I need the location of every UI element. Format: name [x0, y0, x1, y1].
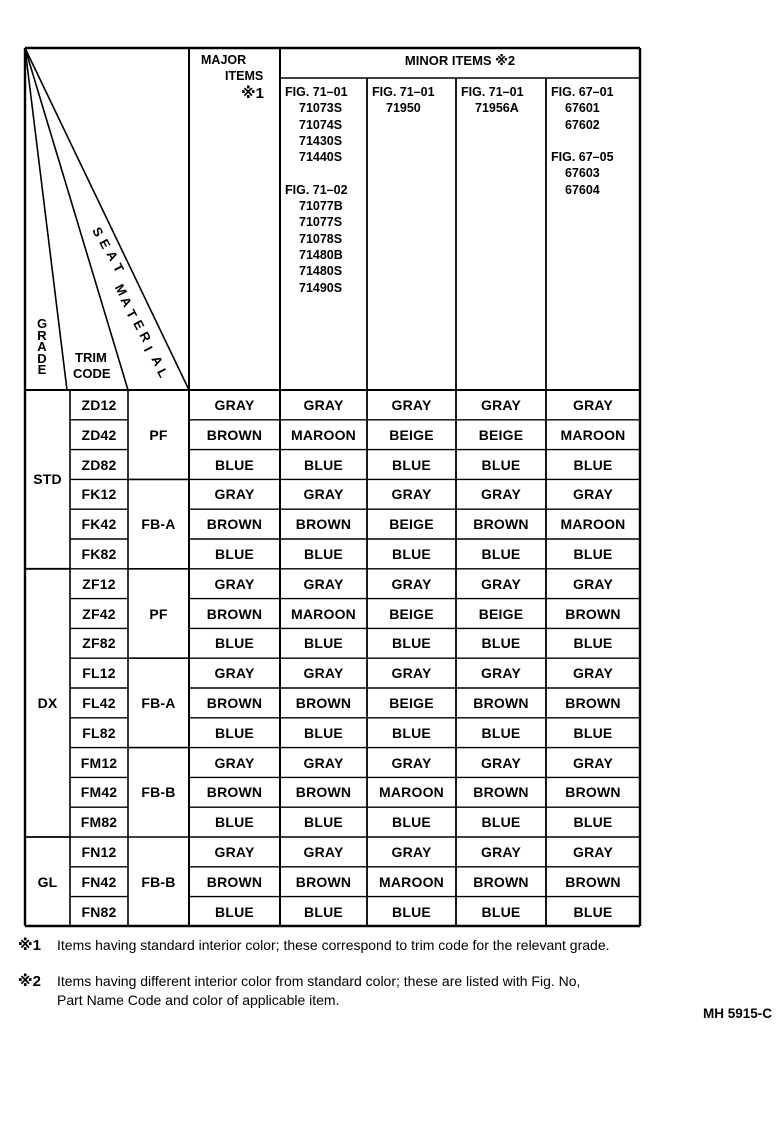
minor-item-color: BLUE [392, 545, 431, 562]
major-item-color: BLUE [215, 814, 254, 831]
material-label-letter: A [117, 293, 136, 310]
minor-item-color: BLUE [481, 814, 521, 831]
minor-item-color: GRAY [303, 754, 344, 771]
trim-code: FM12 [80, 754, 118, 771]
part-code: 71956A [475, 101, 519, 116]
minor-item-color: BEIGE [389, 516, 434, 533]
seat-material: FB-A [141, 516, 176, 533]
major-items-mark: ※1 [241, 85, 264, 102]
part-code: 71077B [299, 199, 343, 214]
minor-item-color: BLUE [573, 456, 613, 473]
part-code: 71077S [299, 215, 343, 230]
minor-item-color: GRAY [481, 396, 521, 413]
minor-item-color: BLUE [573, 724, 613, 741]
major-item-color: BLUE [215, 635, 254, 652]
major-item-color: GRAY [214, 754, 255, 771]
minor-item-color: GRAY [391, 396, 432, 413]
material-label-letter: L [154, 365, 172, 380]
major-item-color: BLUE [215, 903, 254, 920]
grade-name: DX [37, 694, 58, 711]
part-code: 71490S [299, 280, 343, 295]
part-code: 67602 [565, 117, 600, 132]
fig-number: FIG. 71–02 [285, 182, 348, 197]
minor-item-color: GRAY [573, 843, 613, 860]
minor-item-color: BLUE [573, 903, 613, 920]
material-label-letter: T [123, 306, 141, 321]
grade-name: GL [37, 873, 58, 890]
trim-code: FN12 [81, 843, 117, 860]
major-item-color: BROWN [206, 873, 263, 890]
minor-item-color: BLUE [304, 635, 343, 652]
minor-item-color: BEIGE [478, 426, 524, 443]
major-items-label-1: MAJOR [201, 53, 247, 67]
seat-label-letter: E [96, 236, 114, 252]
minor-item-color: BROWN [565, 873, 621, 890]
grade-label: G R A D E [36, 316, 48, 377]
minor-item-color: GRAY [303, 486, 344, 503]
minor-item-color: BLUE [304, 814, 343, 831]
part-code: 71430S [299, 133, 343, 148]
seat-label-letter: T [110, 260, 128, 275]
trim-code: FM82 [80, 814, 118, 831]
minor-item-color: GRAY [481, 843, 521, 860]
minor-item-color: BEIGE [389, 426, 434, 443]
fig-number: FIG. 67–05 [551, 150, 614, 165]
seat-label-letter: S [89, 224, 107, 240]
fig-number: FIG. 71–01 [372, 85, 435, 99]
major-item-color: BLUE [215, 545, 254, 562]
minor-item-color: BLUE [481, 724, 521, 741]
minor-item-color: BROWN [565, 784, 621, 801]
minor-item-color: BLUE [392, 635, 431, 652]
trim-code: FM42 [80, 784, 118, 801]
minor-item-color: GRAY [391, 575, 432, 592]
major-item-color: BROWN [206, 516, 263, 533]
minor-item-color: BEIGE [389, 605, 434, 622]
minor-item-color: GRAY [573, 754, 613, 771]
part-code: 71480B [299, 247, 343, 262]
minor-item-color: BROWN [295, 694, 352, 711]
footnote-mark: ※1 [18, 937, 41, 954]
trim-code: FL12 [82, 665, 116, 682]
seat-material: FB-B [141, 873, 176, 890]
minor-item-color: BROWN [473, 694, 529, 711]
minor-item-color: BROWN [565, 694, 621, 711]
minor-item-color: GRAY [481, 575, 521, 592]
minor-item-color: BLUE [304, 545, 343, 562]
minor-item-color: GRAY [391, 754, 432, 771]
part-code: 71950 [386, 101, 421, 116]
minor-item-color: GRAY [303, 665, 344, 682]
minor-item-color: BLUE [392, 903, 431, 920]
part-code: 71078S [299, 231, 343, 246]
major-items-label-2: ITEMS [225, 69, 264, 83]
fig-number: FIG. 71–01 [461, 85, 524, 99]
major-item-color: GRAY [214, 843, 255, 860]
minor-item-color: MAROON [379, 784, 444, 801]
fig-number: FIG. 71–01 [285, 85, 348, 99]
minor-item-color: GRAY [303, 396, 344, 413]
minor-item-color: MAROON [291, 605, 356, 622]
trim-code: ZD42 [81, 426, 117, 443]
minor-item-color: MAROON [560, 516, 626, 533]
major-item-color: GRAY [214, 665, 255, 682]
trim-code: FK82 [81, 545, 117, 562]
fig-number: FIG. 67–01 [551, 85, 614, 99]
major-item-color: BROWN [206, 694, 263, 711]
seat-material: FB-B [141, 784, 176, 801]
material-label-letter: M [111, 281, 131, 299]
major-item-color: BROWN [206, 784, 263, 801]
minor-item-color: BLUE [573, 814, 613, 831]
seat-label-letter: A [103, 248, 122, 264]
trim-code: FL42 [82, 694, 116, 711]
trim-code: FL82 [82, 724, 116, 741]
trim-code: FK12 [81, 486, 117, 503]
minor-item-color: BROWN [473, 873, 529, 890]
minor-item-color: GRAY [481, 665, 521, 682]
footnote-text: Part Name Code and color of applicable item. [57, 992, 340, 1008]
footnote-mark: ※2 [18, 973, 41, 990]
minor-item-color: BROWN [473, 516, 529, 533]
trim-code: FK42 [81, 516, 117, 533]
minor-item-color: BLUE [573, 635, 613, 652]
part-code: 71440S [299, 150, 343, 165]
minor-items-label: MINOR ITEMS ※2 [404, 53, 516, 68]
footnote-text: Items having different interior color from standard color; these are listed with Fig. No, [57, 973, 581, 989]
minor-item-color: GRAY [391, 843, 432, 860]
grade-name: STD [33, 471, 62, 488]
minor-item-color: BROWN [295, 873, 352, 890]
minor-item-color: GRAY [481, 754, 521, 771]
minor-col-3-parts [461, 84, 524, 117]
minor-col-4-parts [551, 84, 614, 198]
minor-item-color: BLUE [481, 545, 521, 562]
trim-code-label-2: CODE [73, 366, 111, 381]
part-code: 71074S [299, 117, 343, 132]
minor-item-color: GRAY [573, 396, 613, 413]
minor-item-color: GRAY [573, 575, 613, 592]
seat-material: PF [149, 426, 168, 443]
minor-item-color: BROWN [565, 605, 621, 622]
major-item-color: BLUE [215, 456, 254, 473]
major-item-color: BROWN [206, 426, 263, 443]
major-item-color: BLUE [215, 724, 254, 741]
minor-col-2-parts [372, 84, 435, 117]
trim-code: FN42 [81, 873, 117, 890]
part-code: 71480S [299, 264, 343, 279]
minor-item-color: BROWN [473, 784, 529, 801]
minor-item-color: BLUE [392, 724, 431, 741]
part-code: 67601 [565, 101, 600, 116]
trim-code: ZF42 [82, 605, 116, 622]
minor-item-color: MAROON [560, 426, 626, 443]
minor-item-color: GRAY [303, 843, 344, 860]
minor-item-color: GRAY [391, 486, 432, 503]
trim-code: ZD82 [81, 456, 117, 473]
document-code: MH 5915-C [702, 1006, 772, 1021]
major-item-color: BROWN [206, 605, 263, 622]
minor-item-color: GRAY [573, 486, 613, 503]
major-item-color: GRAY [214, 396, 255, 413]
minor-item-color: BLUE [481, 456, 521, 473]
material-label-letter: I [140, 343, 156, 354]
minor-item-color: BLUE [304, 456, 343, 473]
spacer [285, 165, 348, 181]
part-code: 71073S [299, 101, 343, 116]
trim-code: ZD12 [81, 396, 117, 413]
minor-item-color: BLUE [481, 903, 521, 920]
minor-item-color: BROWN [295, 784, 352, 801]
minor-item-color: BLUE [392, 456, 431, 473]
material-label-letter: E [129, 317, 148, 333]
part-code: 67604 [565, 182, 600, 197]
minor-item-color: BLUE [304, 724, 343, 741]
major-item-color: GRAY [214, 486, 255, 503]
material-label-letter: R [136, 329, 154, 345]
minor-item-color: GRAY [481, 486, 521, 503]
major-item-color: GRAY [214, 575, 255, 592]
minor-item-color: MAROON [379, 873, 444, 890]
spacer [551, 133, 614, 149]
seat-material: FB-A [141, 694, 176, 711]
footnote-text: Items having standard interior color; these correspond to trim code for the relevant grade. [57, 937, 610, 953]
minor-col-1-parts [285, 84, 348, 296]
minor-item-color: GRAY [573, 665, 613, 682]
trim-code: FN82 [81, 903, 117, 920]
minor-item-color: GRAY [391, 665, 432, 682]
seat-material: PF [149, 605, 168, 622]
minor-item-color: MAROON [291, 426, 356, 443]
minor-item-color: BROWN [295, 516, 352, 533]
minor-item-color: GRAY [303, 575, 344, 592]
minor-item-color: BEIGE [478, 605, 524, 622]
minor-item-color: BLUE [481, 635, 521, 652]
trim-code: ZF12 [82, 575, 116, 592]
minor-item-color: BLUE [304, 903, 343, 920]
trim-code: ZF82 [82, 635, 116, 652]
trim-code-label-1: TRIM [75, 350, 107, 365]
material-label-letter: A [148, 352, 167, 369]
part-code: 67603 [565, 166, 600, 181]
minor-item-color: BLUE [392, 814, 431, 831]
minor-item-color: BLUE [573, 545, 613, 562]
minor-item-color: BEIGE [389, 694, 434, 711]
